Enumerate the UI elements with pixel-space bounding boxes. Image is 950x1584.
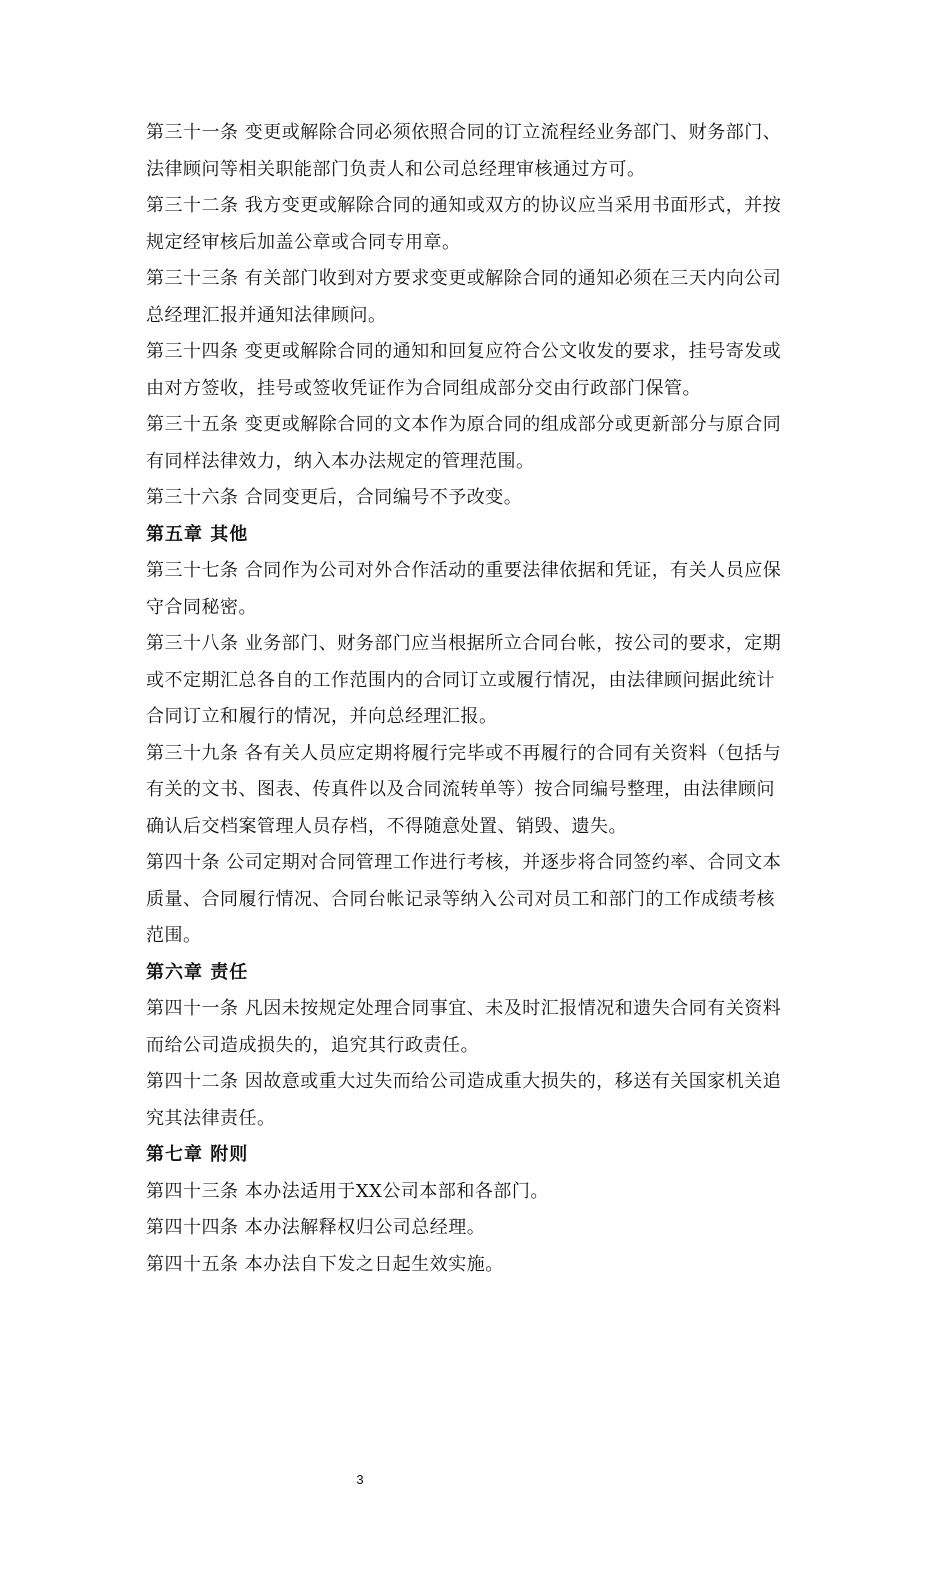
article-line: 由对方签收，挂号或签收凭证作为合同组成部分交由行政部门保管。 xyxy=(146,377,701,399)
article-line: 第三十七条 合同作为公司对外合作活动的重要法律依据和凭证，有关人员应保 xyxy=(146,560,782,581)
article-line: 总经理汇报并通知法律顾问。 xyxy=(146,304,387,326)
chapter-heading: 第六章 责任 xyxy=(146,961,249,983)
article-line: 第四十二条 因故意或重大过失而给公司造成重大损失的，移送有关国家机关追 xyxy=(146,1071,782,1092)
article-line: 第三十九条 各有关人员应定期将履行完毕或不再履行的合同有关资料（包括与 xyxy=(146,742,782,764)
chapter-heading: 第五章 其他 xyxy=(146,523,249,545)
article-line: 第四十一条 凡因未按规定处理合同事宜、未及时汇报情况和遗失合同有关资料 xyxy=(146,998,782,1019)
article-line: 第四十五条 本办法自下发之日起生效实施。 xyxy=(146,1253,504,1275)
article-line: 第三十六条 合同变更后，合同编号不予改变。 xyxy=(146,487,523,508)
article-line: 第四十四条 本办法解释权归公司总经理。 xyxy=(146,1217,486,1238)
article-line: 第三十二条 我方变更或解除合同的通知或双方的协议应当采用书面形式，并按 xyxy=(146,195,782,216)
article-line: 有关的文书、图表、传真件以及合同流转单等）按合同编号整理，由法律顾问 xyxy=(146,779,775,800)
article-line: 第三十一条 变更或解除合同必须依照合同的订立流程经业务部门、财务部门、 xyxy=(146,122,782,143)
article-line: 守合同秘密。 xyxy=(146,596,257,618)
article-line: 第三十五条 变更或解除合同的文本作为原合同的组成部分或更新部分与原合同 xyxy=(146,414,782,435)
article-line: 第四十条 公司定期对合同管理工作进行考核，并逐步将合同签约率、合同文本 xyxy=(146,852,782,873)
article-line: 范围。 xyxy=(146,925,202,946)
document-body xyxy=(146,115,806,1283)
article-line: 规定经审核后加盖公章或合同专用章。 xyxy=(146,231,461,253)
page-number: 3 xyxy=(356,1472,364,1487)
article-line: 法律顾问等相关职能部门负责人和公司总经理审核通过方可。 xyxy=(146,158,646,180)
article-line: 第三十八条 业务部门、财务部门应当根据所立合同台帐，按公司的要求，定期 xyxy=(146,633,782,654)
article-line: 而给公司造成损失的，追究其行政责任。 xyxy=(146,1034,479,1056)
article-line: 第三十四条 变更或解除合同的通知和回复应符合公文收发的要求，挂号寄发或 xyxy=(146,341,782,362)
article-line: 质量、合同履行情况、合同台帐记录等纳入公司对员工和部门的工作成绩考核 xyxy=(146,888,775,910)
article-line: 合同订立和履行的情况，并向总经理汇报。 xyxy=(146,706,498,727)
article-line: 确认后交档案管理人员存档，不得随意处置、销毁、遗失。 xyxy=(146,815,627,837)
article-line: 第四十三条 本办法适用于XX公司本部和各部门。 xyxy=(146,1180,549,1202)
article-line: 究其法律责任。 xyxy=(146,1107,276,1129)
chapter-heading: 第七章 附则 xyxy=(146,1144,249,1165)
article-line: 有同样法律效力，纳入本办法规定的管理范围。 xyxy=(146,450,535,472)
article-line: 或不定期汇总各自的工作范围内的合同订立或履行情况，由法律顾问据此统计 xyxy=(146,669,775,691)
article-line: 第三十三条 有关部门收到对方要求变更或解除合同的通知必须在三天内向公司 xyxy=(146,268,782,289)
